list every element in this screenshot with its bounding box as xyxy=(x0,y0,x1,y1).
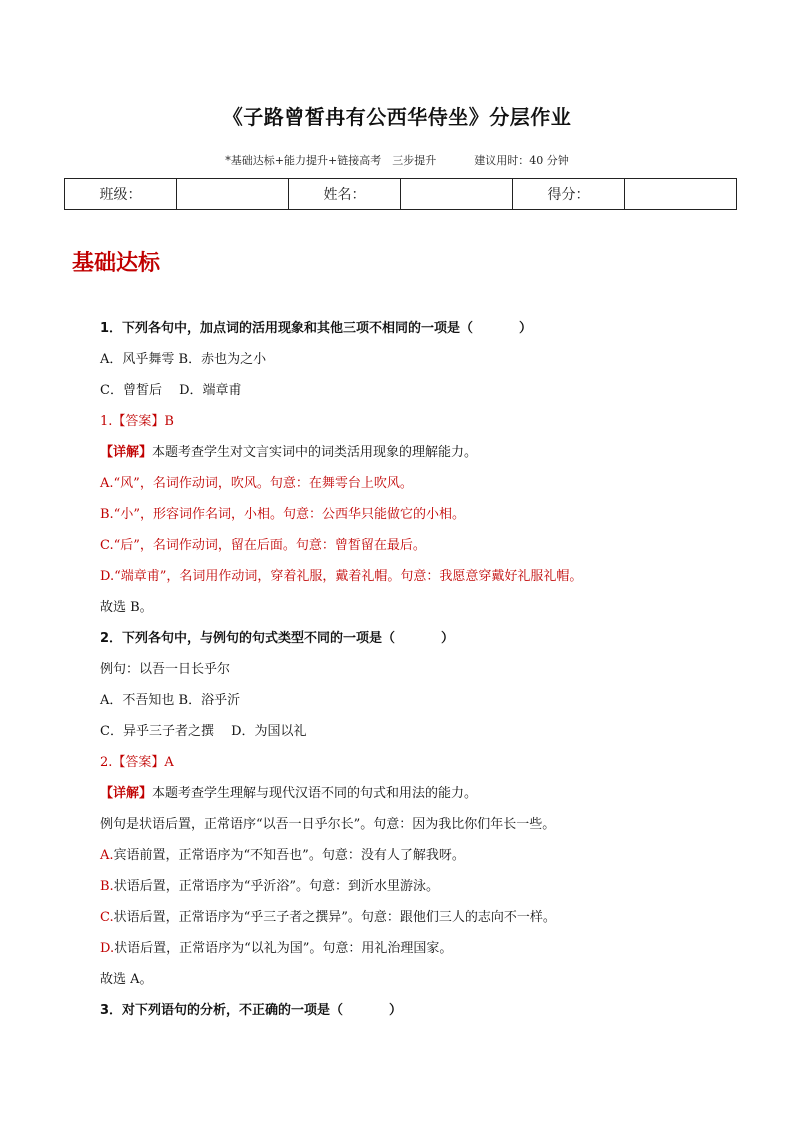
question-1-analysis-b: B.“小”，形容词作名词，小相。句意：公西华只能做它的小相。 xyxy=(100,507,465,522)
question-1-detail: 【详解】本题考查学生对文言实词中的词类活用现象的理解能力。 xyxy=(100,445,478,460)
document-subtitle xyxy=(0,152,794,168)
question-2-options-cd: C．异乎三子者之撰 D．为国以礼 xyxy=(100,724,307,739)
section-title: 基础达标 xyxy=(72,251,161,276)
question-2-answer: 2.【答案】A xyxy=(100,755,174,770)
question-2-example: 例句：以吾一日长乎尔 xyxy=(100,662,231,677)
question-2-analysis-a: A.宾语前置，正常语序为“不知吾也”。句意：没有人了解我呀。 xyxy=(100,848,465,863)
student-info-table xyxy=(64,178,737,210)
question-2-analysis-b: B.状语后置，正常语序为“乎沂浴”。句意：到沂水里游泳。 xyxy=(100,879,439,894)
class-label: 班级： xyxy=(65,179,177,210)
question-1-options-ab: A．风乎舞雩 B．赤也为之小 xyxy=(100,352,267,367)
question-1-options-cd: C．曾皙后 D．端章甫 xyxy=(100,383,242,398)
name-field[interactable] xyxy=(401,179,513,210)
document-title: 《子路曾皙冉有公西华侍坐》分层作业 xyxy=(222,105,572,129)
question-1-answer: 1.【答案】B xyxy=(100,414,174,429)
question-1-analysis-d: D.“端章甫”，名词用作动词，穿着礼服，戴着礼帽。句意：我愿意穿戴好礼服礼帽。 xyxy=(100,569,583,584)
question-2-analysis-c: C.状语后置，正常语序为“乎三子者之撰异”。句意：跟他们三人的志向不一样。 xyxy=(100,910,556,925)
class-field[interactable] xyxy=(177,179,289,210)
name-label: 姓名： xyxy=(289,179,401,210)
question-1-analysis-a: A.“风”，名词作动词，吹风。句意：在舞雩台上吹风。 xyxy=(100,476,413,491)
question-1-stem: 1．下列各句中，加点词的活用现象和其他三项不相同的一项是（ ） xyxy=(100,321,533,336)
question-2-options-ab: A．不吾知也 B．浴乎沂 xyxy=(100,693,241,708)
score-label: 得分： xyxy=(513,179,625,210)
question-2-detail: 【详解】本题考查学生理解与现代汉语不同的句式和用法的能力。 xyxy=(100,786,478,801)
questions xyxy=(100,313,740,1026)
question-1-analysis-c: C.“后”，名词作动词，留在后面。句意：曾皙留在最后。 xyxy=(100,538,426,553)
subtitle-steps: *基础达标+能力提升+链接高考 三步提升 xyxy=(225,154,437,167)
question-1-conclusion: 故选 B。 xyxy=(100,600,153,615)
subtitle-time: 建议用时：40 分钟 xyxy=(474,154,569,167)
score-field[interactable] xyxy=(625,179,737,210)
question-3-stem: 3．对下列语句的分析，不正确的一项是（ ） xyxy=(100,1003,403,1018)
question-2-conclusion: 故选 A。 xyxy=(100,972,153,987)
question-2-stem: 2．下列各句中，与例句的句式类型不同的一项是（ ） xyxy=(100,631,455,646)
question-2-example-note: 例句是状语后置，正常语序“以吾一日乎尔长”。句意：因为我比你们年长一些。 xyxy=(100,817,556,832)
question-2-analysis-d: D.状语后置，正常语序为“以礼为国”。句意：用礼治理国家。 xyxy=(100,941,453,956)
